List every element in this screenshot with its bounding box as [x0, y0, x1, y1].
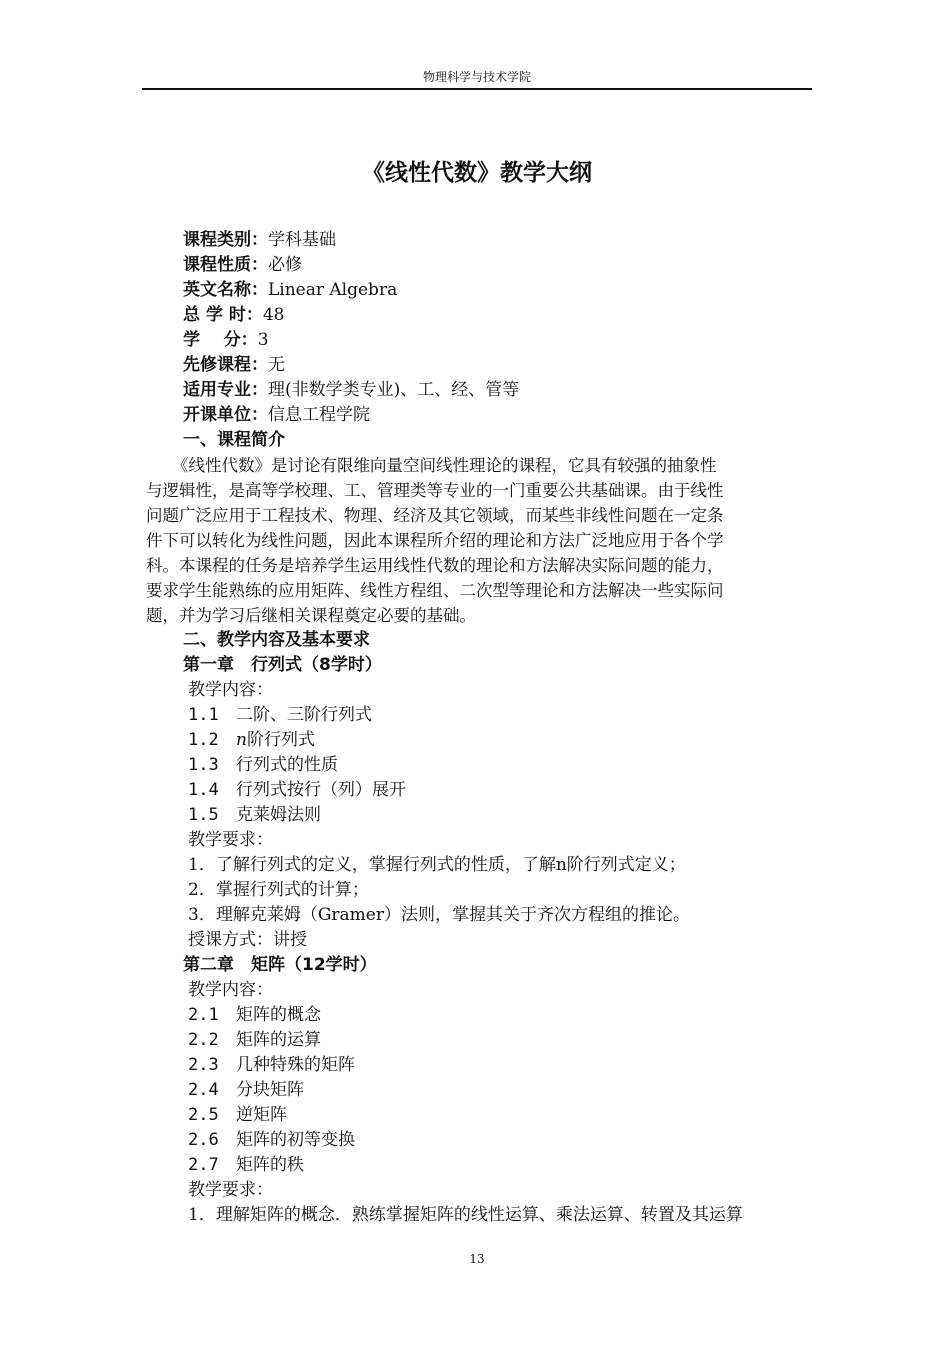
- course-info: [146, 228, 812, 428]
- item-number: 2.4: [188, 1080, 219, 1100]
- paragraph-line: 科。本课程的任务是培养学生运用线性代数的理论和方法解决实际问题的能力，: [146, 556, 724, 575]
- meta-row-nature: [146, 253, 812, 278]
- page-number: 13: [469, 1252, 485, 1266]
- item-text: 克莱姆法则: [236, 805, 321, 825]
- section-heading-content: 二、教学内容及基本要求: [183, 630, 370, 650]
- item-number: 1.4: [188, 780, 219, 800]
- list-item: [146, 728, 812, 753]
- meta-label: 先修课程：: [183, 355, 268, 375]
- item-number: 2.5: [188, 1105, 219, 1125]
- item-number: 2.7: [188, 1155, 219, 1175]
- intro-paragraph: [146, 453, 812, 628]
- item-number: 2.6: [188, 1130, 219, 1150]
- meta-row-english-name: [146, 278, 812, 303]
- requirement-item: 3．理解克莱姆（Gramer）法则，掌握其关于齐次方程组的推论。: [188, 905, 690, 925]
- item-text: 矩阵的运算: [236, 1030, 321, 1050]
- document-body: [146, 228, 812, 1228]
- list-item: [146, 778, 812, 803]
- meta-label: 适用专业：: [183, 380, 268, 400]
- item-number: 2.2: [188, 1030, 219, 1050]
- paragraph-line: 《线性代数》是讨论有限维向量空间线性理论的课程，它具有较强的抽象性: [172, 456, 717, 475]
- requirement-item: 1．理解矩阵的概念．熟练掌握矩阵的线性运算、乘法运算、转置及其运算: [188, 1205, 743, 1225]
- item-variable: n: [236, 730, 247, 750]
- paragraph-line: 问题广泛应用于工程技术、物理、经济及其它领域，而某些非线性问题在一定条: [146, 506, 724, 525]
- meta-row-category: [146, 228, 812, 253]
- meta-value: 学科基础: [268, 230, 336, 250]
- list-item: [146, 1028, 812, 1053]
- meta-row-prerequisite: [146, 353, 812, 378]
- item-number: 1.1: [188, 705, 219, 725]
- requirement-item: 1．了解行列式的定义，掌握行列式的性质，了解n阶行列式定义；: [188, 855, 686, 875]
- meta-value: 48: [262, 305, 285, 325]
- list-item: [146, 1103, 812, 1128]
- item-text: 二阶、三阶行列式: [236, 705, 372, 725]
- item-text: 分块矩阵: [236, 1080, 304, 1100]
- list-item: [146, 1153, 812, 1178]
- meta-label: 总 学 时：: [183, 305, 263, 325]
- header-rule: [142, 88, 812, 90]
- item-text: 行列式按行（列）展开: [236, 780, 406, 800]
- item-number: 2.1: [188, 1005, 219, 1025]
- chapter-1: [146, 653, 812, 953]
- meta-value: Linear Algebra: [268, 280, 398, 300]
- meta-value: 信息工程学院: [268, 405, 370, 425]
- list-item: [146, 753, 812, 778]
- page-header: 物理科学与技术学院: [422, 70, 531, 84]
- item-number: 1.2: [188, 730, 219, 750]
- content-label: 教学内容：: [188, 680, 273, 700]
- item-text: 矩阵的概念: [236, 1005, 321, 1025]
- requirements-label: 教学要求：: [188, 830, 273, 850]
- content-label: 教学内容：: [188, 980, 273, 1000]
- meta-row-credits: [146, 328, 812, 353]
- paragraph-line: 与逻辑性，是高等学校理、工、管理类等专业的一门重要公共基础课。由于线性: [146, 481, 724, 500]
- chapter-2: [146, 953, 812, 1228]
- chapter-title: 第一章 行列式（8学时）: [183, 655, 382, 675]
- meta-value: 3: [257, 330, 269, 350]
- item-number: 1.3: [188, 755, 219, 775]
- paragraph-line: 要求学生能熟练的应用矩阵、线性方程组、二次型等理论和方法解决一些实际问: [146, 581, 724, 600]
- meta-value: 理(非数学类专业)、工、经、管等: [268, 380, 520, 400]
- meta-label: 学 分：: [183, 330, 258, 350]
- meta-label: 开课单位：: [183, 405, 268, 425]
- item-text: 行列式的性质: [236, 755, 338, 775]
- meta-row-majors: [146, 378, 812, 403]
- meta-row-hours: [146, 303, 812, 328]
- list-item: [146, 703, 812, 728]
- list-item: [146, 1078, 812, 1103]
- item-number: 1.5: [188, 805, 219, 825]
- item-text: 矩阵的初等变换: [236, 1130, 355, 1150]
- item-text: 矩阵的秩: [236, 1155, 304, 1175]
- requirement-item: 2．掌握行列式的计算；: [188, 880, 369, 900]
- chapter-title: 第二章 矩阵（12学时）: [183, 955, 377, 975]
- list-item: [146, 1053, 812, 1078]
- meta-label: 英文名称：: [183, 280, 268, 300]
- list-item: [146, 803, 812, 828]
- list-item: [146, 1128, 812, 1153]
- item-text: 阶行列式: [246, 730, 315, 750]
- meta-value: 必修: [268, 255, 302, 275]
- section-heading-intro: 一、课程简介: [183, 430, 285, 450]
- item-text: 几种特殊的矩阵: [236, 1055, 355, 1075]
- paragraph-line: 件下可以转化为线性问题，因此本课程所介绍的理论和方法广泛地应用于各个学: [146, 531, 724, 550]
- item-number: 2.3: [188, 1055, 219, 1075]
- item-text: 逆矩阵: [236, 1105, 287, 1125]
- meta-label: 课程类别：: [183, 230, 268, 250]
- meta-row-department: [146, 403, 812, 428]
- list-item: [146, 1003, 812, 1028]
- teaching-method: 授课方式：讲授: [188, 930, 307, 950]
- meta-label: 课程性质：: [183, 255, 268, 275]
- document-title: 《线性代数》教学大纲: [362, 160, 592, 186]
- requirements-label: 教学要求：: [188, 1180, 273, 1200]
- meta-value: 无: [268, 355, 285, 375]
- paragraph-line: 题，并为学习后继相关课程奠定必要的基础。: [146, 606, 476, 625]
